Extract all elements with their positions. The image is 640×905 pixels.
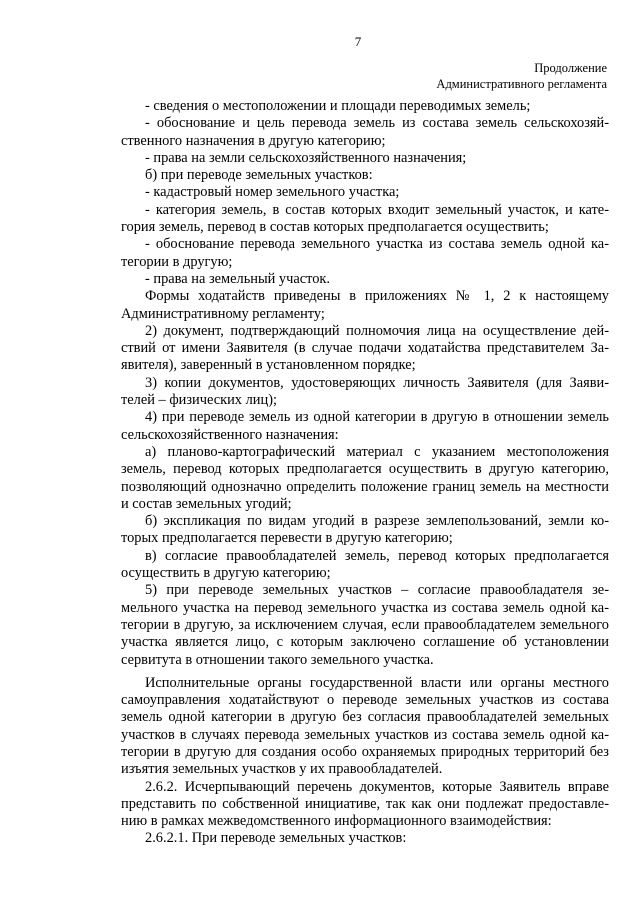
paragraph-cadastral-number: - кадастровый номер земельного участка; — [145, 184, 400, 201]
paragraph-item-2: 2) документ, подтверждающий полномочия лица на осуществление действий от имени Заявителя (в случае подачи ходатайства представителем Заявителя), заверенный в установленном порядке; — [121, 322, 609, 374]
paragraph-application-forms: Формы ходатайств приведены в приложениях № 1, 2 к настоящему Административному регламенту; — [121, 288, 609, 322]
paragraph-item-b-plots: б) при переводе земельных участков: — [145, 167, 373, 184]
paragraph-location-area: - сведения о местоположении и площади переводимых земель; — [145, 98, 531, 114]
continuation-header — [400, 60, 607, 92]
paragraph-item-4: 4) при переводе земель из одной категории в другую в отношении земель сельскохозяйственного назначения: — [121, 409, 609, 443]
paragraph-section-2-6-2-1: 2.6.2.1. При переводе земельных участков: — [145, 830, 407, 847]
paragraph-justification-goal: - обоснование и цель перевода земель из состава земель сельскохозяйственного назначения в другую категорию; — [121, 115, 609, 149]
paragraph-land-rights: - права на земли сельскохозяйственного назначения; — [145, 149, 467, 166]
paragraph-land-category: - категория земель, в состав которых входит земельный участок, и категория земель, перевод в состав которых предполагается осуществить; — [121, 201, 609, 236]
continuation-label: Продолжение — [534, 61, 607, 75]
paragraph-item-3: 3) копии документов, удостоверяющих личность Заявителя (для Заявителей – физических лиц); — [121, 374, 609, 409]
page-number: 7 — [354, 34, 362, 49]
paragraph-plot-justification: - обоснование перевода земельного участка из состава земель одной категории в другую; — [121, 236, 609, 270]
regulation-label: Административного регламента — [436, 77, 607, 91]
paragraph-item-4a: а) планово-картографический материал с указанием местоположения земель, перевод которых предполагается осуществить в другую категорию, позволяющий однозначно определить положение границ земель на местности и состав земельных угодий; — [121, 443, 609, 512]
paragraph-section-2-6-2: 2.6.2. Исчерпывающий перечень документов, которые Заявитель вправе представить по собственной инициативе, так как они подлежат предоставлению в рамках межведомственного информационного взаимодействия: — [121, 778, 609, 830]
paragraph-executive-bodies: Исполнительные органы государственной власти или органы местного самоуправления ходатайствуют о переводе земельных участков из состава земель одной категории в другую без согласия правообладателей земельных участков в случаях перевода земельных участков из состава земель одной категории в другую для создания особо охраняемых природных территорий без изъятия земельных участков у их правообладателей. — [121, 674, 609, 778]
paragraph-plot-rights: - права на земельный участок. — [145, 270, 331, 287]
paragraph-item-4b: б) экспликация по видам угодий в разрезе землепользований, земли которых предполагается перевести в другую категорию; — [121, 513, 609, 547]
paragraph-item-5: 5) при переводе земельных участков – согласие правообладателя земельного участка на перевод земельного участка из состава земель одной категории в другую, за исключением случая, если правообладателем земельного участка является лицо, с которым заключено соглашение об установлении сервитута в отношении такого земельного участка. — [121, 582, 609, 668]
paragraph-item-4v: в) согласие правообладателей земель, перевод которых предполагается осуществить в другую категорию; — [121, 547, 609, 582]
document-body — [121, 98, 609, 848]
